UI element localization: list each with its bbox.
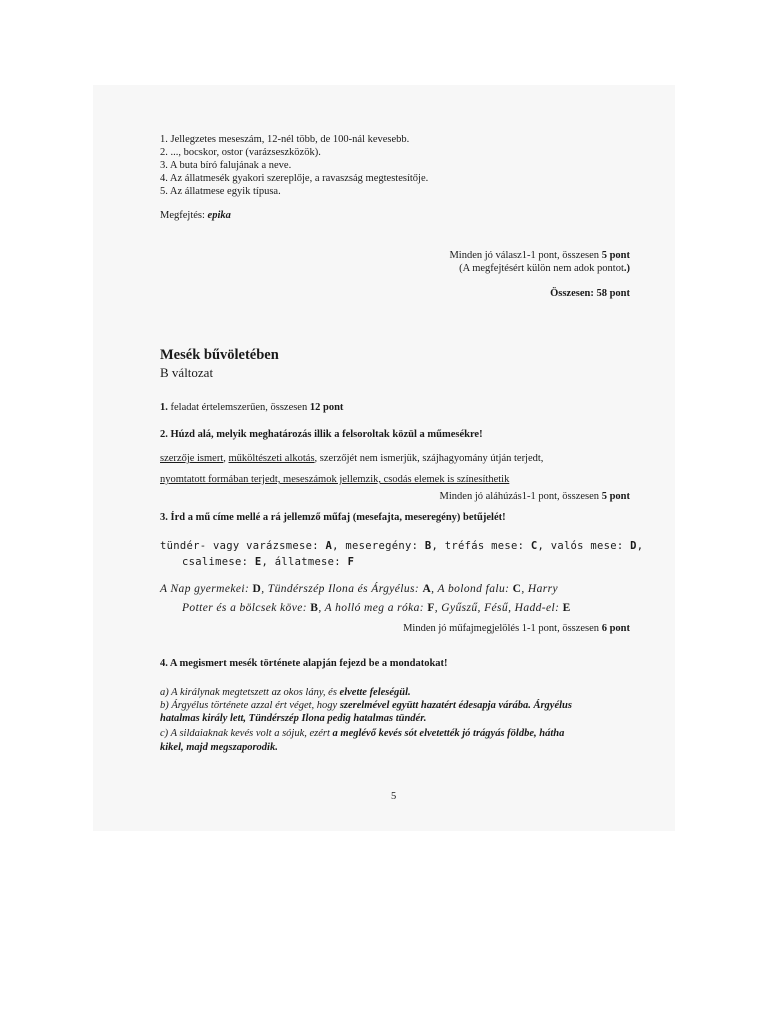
legend-letter: E bbox=[254, 556, 262, 568]
task2-scoring bbox=[440, 490, 630, 503]
legend-label: , tréfás mese: bbox=[431, 540, 531, 552]
scoring-note: (A megfejtésért külön nem adok pontot bbox=[459, 263, 624, 274]
option-rest: , szerzőjét nem ismerjük, szájhagyomány útján terjedt, bbox=[314, 453, 544, 464]
sentence-start: c) A sildaiaknak kevés volt a sójuk, ezért bbox=[160, 728, 333, 739]
work-title: , A holló meg a róka: bbox=[318, 602, 428, 614]
task3-answers-line-2 bbox=[182, 602, 571, 615]
scoring-note-end: .) bbox=[623, 263, 630, 274]
work-title: Potter és a bölcsek köve: bbox=[182, 602, 311, 614]
scoring-points: 5 pont bbox=[601, 250, 630, 261]
task4-heading: 4. A megismert mesék története alapján fejezd be a mondatokat! bbox=[160, 658, 448, 669]
riddle-line-2: 2. ..., bocskor, ostor (varázseszközök). bbox=[160, 147, 321, 158]
task1-text: feladat értelemszerűen, összesen bbox=[170, 402, 310, 413]
work-title: A Nap gyermekei: bbox=[160, 583, 253, 595]
task4-sentence-c-line-1 bbox=[160, 727, 564, 740]
task3-answers-line-1 bbox=[160, 583, 558, 596]
answer-letter: A bbox=[422, 583, 432, 595]
riddle-line-5: 5. Az állatmese egyik típusa. bbox=[160, 186, 281, 197]
sentence-start: b) Árgyélus története azzal ért véget, hogy bbox=[160, 700, 340, 711]
answer-letter: C bbox=[512, 583, 522, 595]
task3-legend-line-2 bbox=[182, 556, 354, 569]
riddle-scoring-line-2 bbox=[459, 262, 630, 275]
work-title: , A bolond falu: bbox=[431, 583, 513, 595]
sentence-start: a) A királynak megtetszett az okos lány, és bbox=[160, 687, 340, 698]
legend-label: , bbox=[636, 540, 644, 552]
task3-heading: 3. Írd a mű címe mellé a rá jellemző műfaj (mesefajta, meseregény) betűjelét! bbox=[160, 512, 506, 523]
legend-letter: D bbox=[630, 540, 637, 552]
answer-letter: F bbox=[427, 602, 435, 614]
legend-letter: B bbox=[424, 540, 432, 552]
work-title: , Harry bbox=[521, 583, 558, 595]
task2-options-line-2: nyomtatott formában terjedt, meseszámok jellemzik, csodás elemek is színesíthetik bbox=[160, 474, 510, 485]
solution-label: Megfejtés: bbox=[160, 210, 208, 221]
riddle-scoring-line-1 bbox=[449, 249, 630, 262]
task4-sentence-b-line-1 bbox=[160, 699, 572, 712]
solution-value: epika bbox=[207, 210, 231, 221]
legend-label: , állatmese: bbox=[261, 556, 348, 568]
option-separator: , bbox=[223, 453, 229, 464]
solution-line bbox=[160, 209, 231, 222]
total-score: Összesen: 58 pont bbox=[550, 288, 630, 299]
scoring-text: Minden jó aláhúzás1-1 pont, összesen bbox=[439, 491, 602, 502]
legend-letter: F bbox=[347, 556, 355, 568]
task4-sentence-b-line-2: hatalmas király lett, Tündérszép Ilona pedig hatalmas tündér. bbox=[160, 713, 427, 724]
scoring-text: Minden jó műfajmegjelölés 1-1 pont, összesen bbox=[403, 623, 602, 634]
riddle-line-3: 3. A buta bíró falujának a neve. bbox=[160, 160, 292, 171]
scoring-points: 5 pont bbox=[601, 491, 630, 502]
task1-number: 1. bbox=[160, 402, 171, 413]
task2-options-line-1 bbox=[160, 452, 543, 465]
answer-letter: B bbox=[310, 602, 319, 614]
work-title: , Tündérszép Ilona és Árgyélus: bbox=[261, 583, 423, 595]
task3-scoring bbox=[403, 622, 630, 635]
scoring-text: Minden jó válasz1-1 pont, összesen bbox=[449, 250, 602, 261]
section-title: Mesék bűvöletében bbox=[160, 347, 279, 363]
legend-letter: C bbox=[530, 540, 538, 552]
page-number: 5 bbox=[391, 791, 397, 802]
answer-letter: D bbox=[252, 583, 262, 595]
legend-label: , meseregény: bbox=[332, 540, 425, 552]
legend-label: csalimese: bbox=[182, 556, 255, 568]
sentence-answer: szerelmével együtt hazatért édesapja várába. Árgyélus bbox=[339, 700, 572, 711]
answer-letter: E bbox=[562, 602, 571, 614]
scoring-points: 6 pont bbox=[601, 623, 630, 634]
section-subtitle: B változat bbox=[160, 365, 214, 380]
option-underlined: szerzője ismert bbox=[160, 453, 224, 464]
task4-sentence-c-line-2: kikel, majd megszaporodik. bbox=[160, 742, 278, 753]
task3-legend-line-1 bbox=[160, 540, 643, 553]
task1-line bbox=[160, 401, 343, 414]
riddle-line-1: 1. Jellegzetes meseszám, 12-nél több, de 100-nál kevesebb. bbox=[160, 134, 410, 145]
legend-letter: A bbox=[325, 540, 333, 552]
sentence-answer: elvette feleségül. bbox=[339, 687, 411, 698]
work-title: , Gyűszű, Fésű, Hadd-el: bbox=[434, 602, 563, 614]
riddle-line-4: 4. Az állatmesék gyakori szereplője, a ravaszság megtestesítője. bbox=[160, 173, 429, 184]
option-underlined: műköltészeti alkotás bbox=[228, 453, 315, 464]
sentence-answer: a meglévő kevés sót elvetették jó trágyás földbe, hátha bbox=[332, 728, 565, 739]
task2-heading: 2. Húzd alá, melyik meghatározás illik a felsoroltak közül a műmesékre! bbox=[160, 429, 483, 440]
task1-points: 12 pont bbox=[309, 402, 344, 413]
task4-sentence-a bbox=[160, 686, 411, 699]
legend-label: tündér- vagy varázsmese: bbox=[160, 540, 326, 552]
legend-label: , valós mese: bbox=[537, 540, 631, 552]
